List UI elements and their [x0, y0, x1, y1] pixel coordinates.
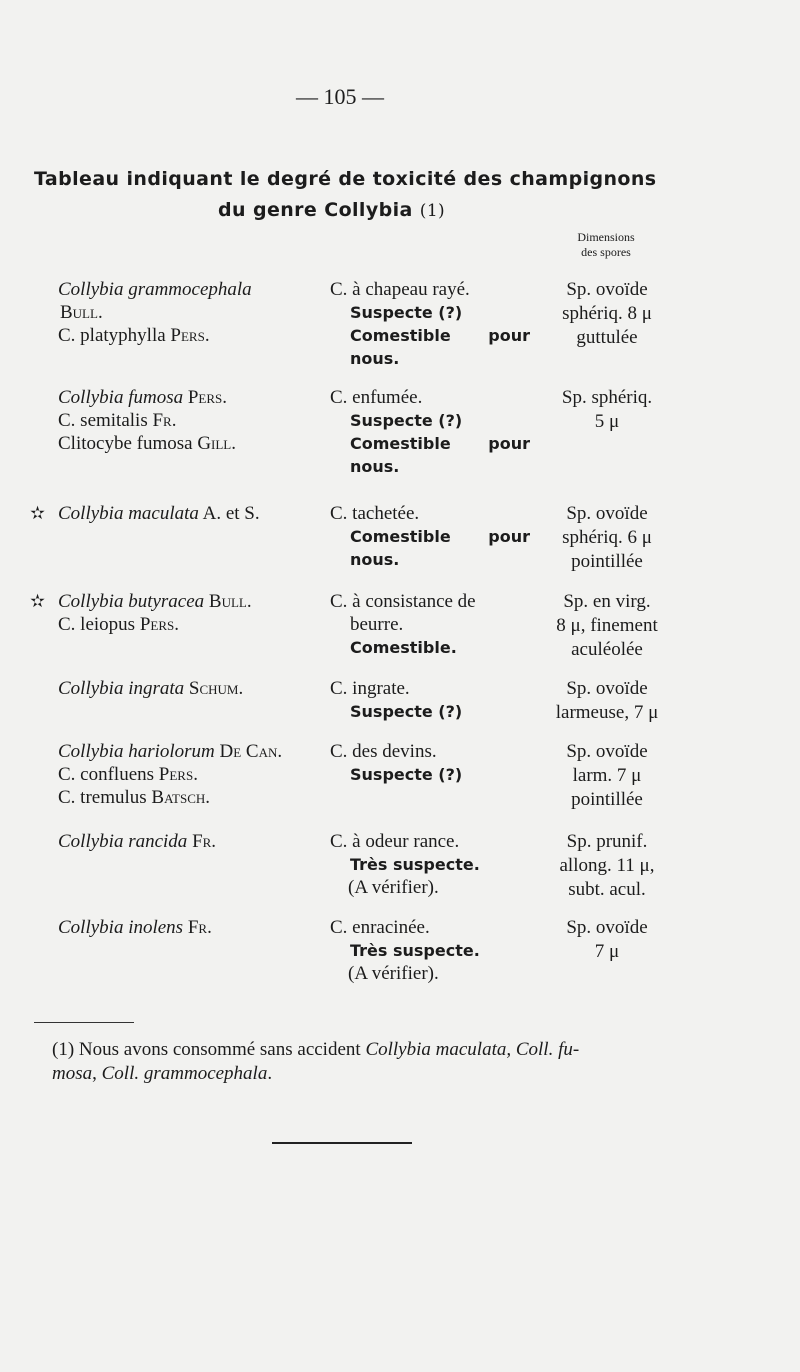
spore-line: 7 μ	[594, 941, 620, 962]
toxicity-status: nous.	[350, 349, 400, 368]
spore-line: sphériq. 6 μ	[562, 527, 652, 548]
species-author: Bull.	[208, 591, 252, 612]
spore-line: subt. acul.	[568, 879, 646, 900]
toxicity-status: Comestible pour	[350, 527, 530, 546]
species-description	[330, 590, 540, 659]
common-name: C. à chapeau rayé.	[330, 279, 470, 300]
species-latin-name: Collybia grammocephala	[58, 279, 252, 300]
species-description	[330, 278, 540, 370]
toxicity-status: Comestible.	[350, 638, 457, 657]
spore-line: Sp. ovoïde	[566, 917, 648, 938]
species-author: Schum.	[188, 678, 244, 699]
species-author: Pers.	[187, 387, 228, 408]
species-description	[330, 830, 540, 899]
toxicity-status: Comestible pour	[350, 326, 530, 345]
title-line-2	[34, 195, 674, 227]
synonym-name: Clitocybe fumosa	[58, 433, 193, 454]
footnote-separator: ,	[92, 1063, 97, 1084]
toxicity-status: nous.	[350, 550, 400, 569]
toxicity-status: Très suspecte.	[350, 941, 480, 960]
spore-header-line-2: des spores	[581, 245, 631, 259]
species-author: Bull.	[60, 302, 103, 323]
toxicity-status: Très suspecte.	[350, 855, 480, 874]
species-latin-name: Collybia ingrata	[58, 678, 185, 699]
spore-dimensions	[548, 278, 666, 350]
toxicity-status: nous.	[350, 457, 400, 476]
spore-line: 5 μ	[594, 411, 620, 432]
species-names	[58, 677, 318, 700]
synonym-author: Batsch.	[151, 787, 211, 808]
synonym-name: C. leiopus	[58, 614, 136, 635]
species-latin-name: Collybia inolens	[58, 917, 184, 938]
footnote	[52, 1038, 672, 1086]
species-latin-name: Collybia butyracea	[58, 591, 205, 612]
spore-line: pointillée	[571, 789, 643, 810]
verification-note: (A vérifier).	[348, 963, 439, 984]
spore-line: allong. 11 μ,	[559, 855, 655, 876]
common-name: C. à consistance de	[330, 591, 476, 612]
species-names	[58, 278, 318, 347]
spore-line: Sp. ovoïde	[566, 741, 648, 762]
footnote-end: .	[267, 1063, 273, 1084]
toxicity-status: Suspecte (?)	[350, 702, 463, 721]
spore-line: guttulée	[576, 327, 638, 348]
species-author: A. et S.	[202, 503, 260, 524]
synonym-author: Fr.	[152, 410, 177, 431]
species-names	[58, 740, 318, 809]
spore-line: sphériq. 8 μ	[562, 303, 652, 324]
species-description	[330, 677, 540, 723]
species-names	[58, 830, 318, 853]
title-line-1: Tableau indiquant le degré de toxicité des champignons	[34, 168, 657, 190]
common-name: C. à odeur rance.	[330, 831, 460, 852]
footnote-species-2: mosa	[52, 1063, 93, 1084]
end-rule	[272, 1142, 412, 1144]
common-name: C. tachetée.	[330, 503, 420, 524]
species-author: De Can.	[219, 741, 283, 762]
species-description	[330, 502, 540, 571]
species-description	[330, 386, 540, 478]
species-latin-name: Collybia maculata	[58, 503, 199, 524]
spore-line: larmeuse, 7 μ	[555, 702, 659, 723]
title-footnote-ref: (1)	[419, 201, 446, 221]
toxicity-status: Suspecte (?)	[350, 765, 463, 784]
footnote-species-3: Coll. grammocephala	[101, 1063, 268, 1084]
footnote-text: Nous avons consommé sans accident	[78, 1039, 361, 1060]
spore-line: larm. 7 μ	[572, 765, 642, 786]
spore-dimensions	[548, 386, 666, 434]
spore-line: Sp. sphériq.	[561, 387, 653, 408]
common-name-continued: beurre.	[350, 614, 404, 635]
species-names	[58, 590, 318, 636]
common-name: C. des devins.	[330, 741, 437, 762]
spore-dimensions	[548, 590, 666, 662]
title-genus: du genre Collybia	[218, 199, 413, 221]
common-name: C. enfumée.	[330, 387, 423, 408]
spore-dimensions	[548, 502, 666, 574]
toxicity-status: Suspecte (?)	[350, 411, 463, 430]
verification-note: (A vérifier).	[348, 877, 439, 898]
spore-line: Sp. ovoïde	[566, 503, 648, 524]
species-names	[58, 502, 318, 525]
toxicity-status-tail: pour	[488, 527, 530, 546]
edible-star-icon: ✫	[30, 503, 46, 524]
spore-line: 8 μ, finement	[556, 615, 658, 636]
synonym-author: Pers.	[170, 325, 210, 346]
synonym-name: C. tremulus	[58, 787, 147, 808]
synonym-author: Gill.	[197, 433, 236, 454]
edible-star-icon: ✫	[30, 591, 46, 612]
synonym-name: C. confluens	[58, 764, 155, 785]
species-names	[58, 916, 318, 939]
synonym-author: Pers.	[139, 614, 179, 635]
spore-line: aculéolée	[571, 639, 643, 660]
species-author: Fr.	[192, 831, 217, 852]
spore-dimensions	[548, 677, 666, 725]
species-names	[58, 386, 318, 455]
species-latin-name: Collybia fumosa	[58, 387, 184, 408]
species-author: Fr.	[187, 917, 212, 938]
synonym-name: C. platyphylla	[58, 325, 166, 346]
synonym-author: Pers.	[158, 764, 198, 785]
footnote-divider	[34, 1022, 134, 1023]
species-description	[330, 916, 540, 985]
spore-dimensions	[548, 830, 666, 902]
species-latin-name: Collybia rancida	[58, 831, 188, 852]
table-title	[34, 164, 674, 227]
toxicity-status-tail: pour	[488, 326, 530, 345]
footnote-ref: (1)	[52, 1039, 75, 1060]
common-name: C. enracinée.	[330, 917, 430, 938]
spore-header-line-1: Dimensions	[577, 230, 635, 244]
page-number: — 105 —	[296, 84, 384, 109]
spore-line: Sp. prunif.	[566, 831, 648, 852]
species-latin-name: Collybia hariolorum	[58, 741, 215, 762]
synonym-name: C. semitalis	[58, 410, 148, 431]
common-name: C. ingrate.	[330, 678, 410, 699]
toxicity-status-tail: pour	[488, 434, 530, 453]
spore-dimensions	[548, 740, 666, 812]
toxicity-status: Comestible pour	[350, 434, 530, 453]
footnote-species-1: Collybia maculata, Coll. fu-	[365, 1039, 580, 1060]
spore-column-header	[556, 230, 656, 260]
toxicity-status: Suspecte (?)	[350, 303, 463, 322]
spore-dimensions	[548, 916, 666, 964]
spore-line: Sp. ovoïde	[566, 678, 648, 699]
spore-line: pointillée	[571, 551, 643, 572]
spore-line: Sp. en virg.	[563, 591, 651, 612]
spore-line: Sp. ovoïde	[566, 279, 648, 300]
species-description	[330, 740, 540, 786]
